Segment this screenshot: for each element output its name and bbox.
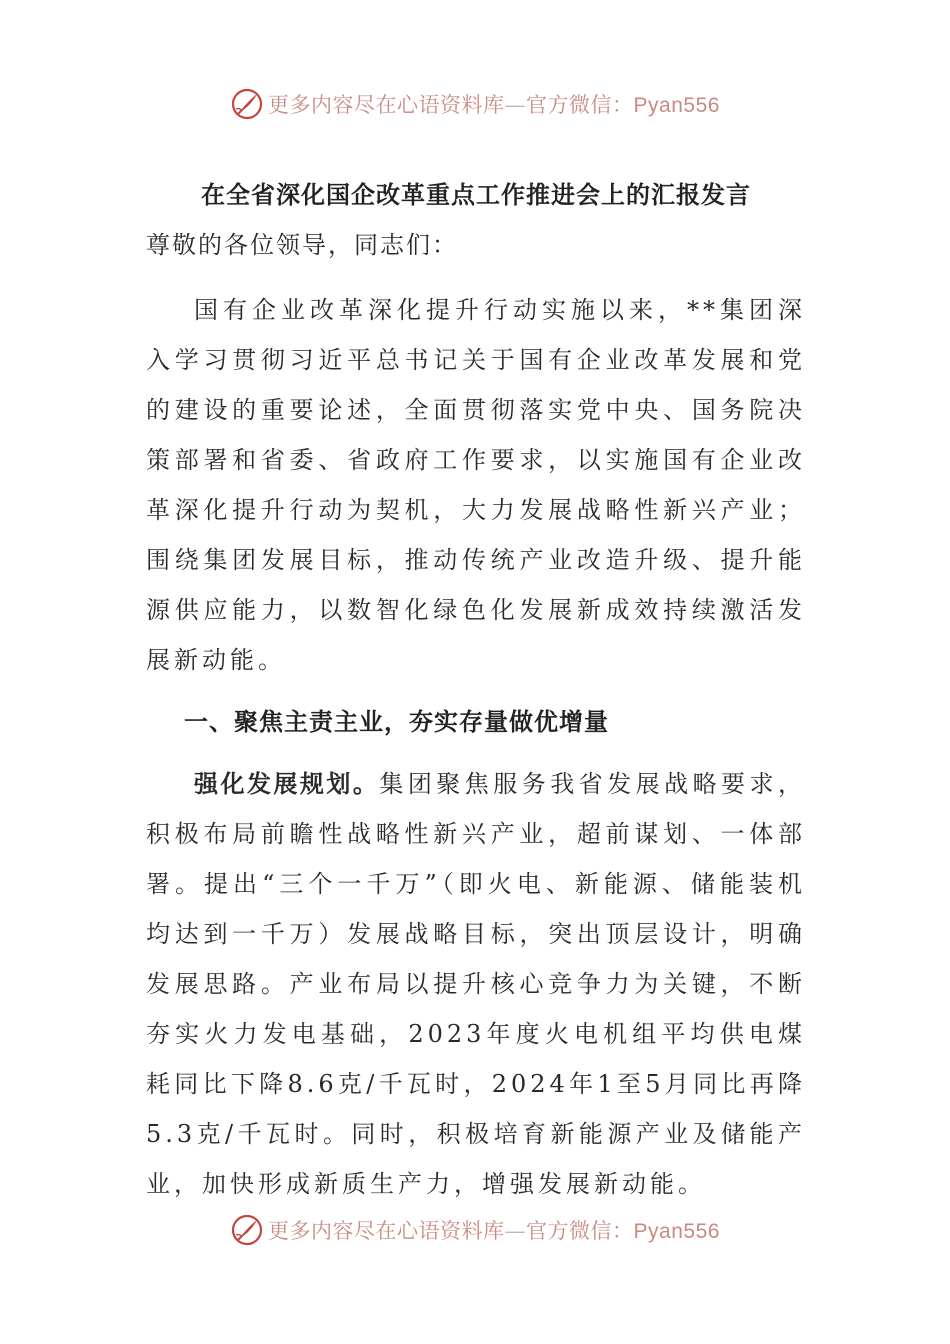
watermark-text: 更多内容尽在心语资料库—官方微信：Pyan556 — [268, 93, 720, 117]
quill-pen-icon — [230, 87, 264, 121]
quill-pen-icon — [230, 1213, 264, 1247]
paragraph-body: 集团聚焦服务我省发展战略要求，积极布局前瞻性战略性新兴产业，超前谋划、一体部署。提出“三个一千万”（即火电、新能源、储能装机均达到一千万）发展战略目标，突出顶层设计，明确发展思路。产业布局以提升核心竞争力为关键，不断夯实火力发电基础，2023年度火电机组平均供电煤耗同比下降8.6克/千瓦时，2024年1至5月同比再降5.3克/千瓦时。同时，积极培育新能源产业及储能产业，加快形成新质生产力，增强发展新动能。 — [146, 770, 807, 1198]
header-watermark — [0, 84, 950, 124]
document-body — [146, 170, 806, 1209]
watermark-text: 更多内容尽在心语资料库—官方微信：Pyan556 — [268, 1219, 720, 1243]
intro-paragraph: 国有企业改革深化提升行动实施以来，**集团深入学习贯彻习近平总书记关于国有企业改革发展和党的建设的重要论述，全面贯彻落实党中央、国务院决策部署和省委、省政府工作要求，以实施国有企业改革深化提升行动为契机，大力发展战略性新兴产业；围绕集团发展目标，推动传统产业改造升级、提升能源供应能力，以数智化绿色化发展新成效持续激活发展新动能。 — [146, 296, 806, 674]
greeting: 尊敬的各位领导，同志们： — [146, 231, 458, 259]
document-title: 在全省深化国企改革重点工作推进会上的汇报发言 — [201, 180, 751, 209]
footer-watermark — [0, 1210, 950, 1250]
paragraph-lead: 强化发展规划。 — [194, 769, 380, 798]
section-paragraph — [146, 759, 806, 1209]
section-heading: 一、聚焦主责主业，夯实存量做优增量 — [184, 707, 609, 736]
